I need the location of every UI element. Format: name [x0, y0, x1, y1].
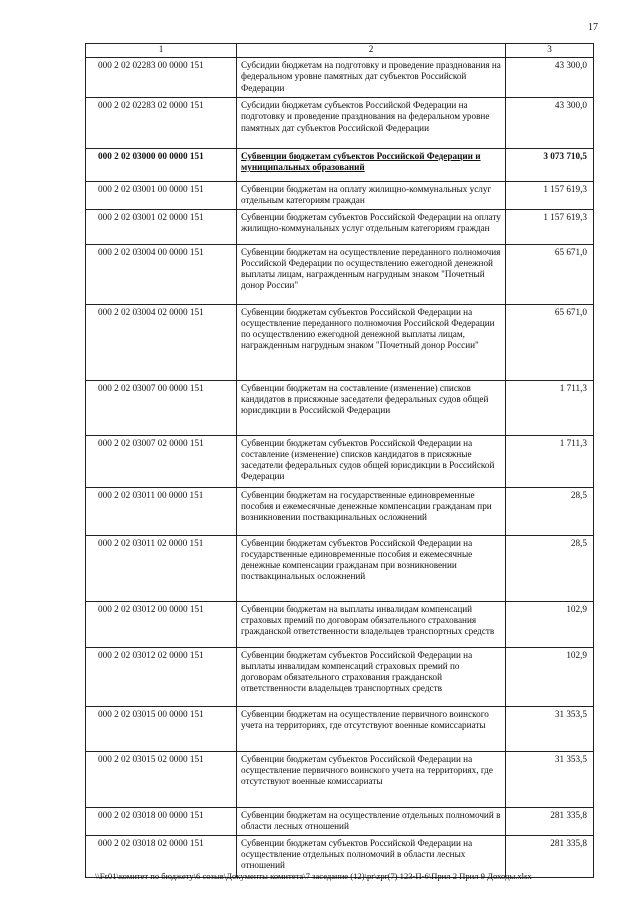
- row-description: Субвенции бюджетам субъектов Российской Федерации на осуществление переданного полномочия Российской Федерации по осуществлению ежегодной денежной выплаты лицам, награжденным нагрудным знаком "Почетный донор России": [237, 304, 506, 380]
- table-row: [86, 601, 594, 647]
- row-description: Субвенции бюджетам субъектов Российской Федерации на оплату жилищно-коммунальных услуг отдельным категориям граждан: [237, 209, 506, 244]
- header-col-3: 3: [506, 44, 594, 58]
- row-code: 000 2 02 03004 00 0000 151: [86, 244, 237, 304]
- row-code: 000 2 02 03000 00 0000 151: [86, 149, 237, 182]
- row-amount: 1 711,3: [506, 435, 594, 487]
- page-number: 17: [588, 22, 598, 33]
- row-description: Субвенции бюджетам на осуществление отдельных полномочий в области лесных отношений: [237, 807, 506, 835]
- header-col-2: 2: [237, 44, 506, 58]
- row-code: 000 2 02 03007 00 0000 151: [86, 380, 237, 435]
- table-row: [86, 98, 594, 149]
- row-description: Субвенции бюджетам субъектов Российской Федерации на составление (изменение) списков кандидатов в присяжные заседатели федеральных судов общей юрисдикции в Российской Федерации: [237, 435, 506, 487]
- row-description: Субвенции бюджетам субъектов Российской Федерации на выплаты инвалидам компенсаций страховых премий по договорам обязательного страхования гражданской ответственности владельцев транспортных средств: [237, 647, 506, 706]
- row-code: 000 2 02 02283 00 0000 151: [86, 58, 237, 98]
- row-code: 000 2 02 03015 02 0000 151: [86, 751, 237, 807]
- row-description: Субвенции бюджетам субъектов Российской Федерации и муниципальных образований: [237, 149, 506, 182]
- row-description: Субвенции бюджетам на составление (изменение) списков кандидатов в присяжные заседатели федеральных судов общей юрисдикции в Российской Федерации: [237, 380, 506, 435]
- table-row: [86, 244, 594, 304]
- table-row: [86, 435, 594, 487]
- row-code: 000 2 02 03012 02 0000 151: [86, 647, 237, 706]
- row-code: 000 2 02 02283 02 0000 151: [86, 98, 237, 149]
- row-amount: 102,9: [506, 601, 594, 647]
- row-amount: 28,5: [506, 535, 594, 601]
- table-row: [86, 751, 594, 807]
- table-row: [86, 149, 594, 182]
- row-description: Субвенции бюджетам субъектов Российской Федерации на осуществление отдельных полномочий в области лесных отношений: [237, 835, 506, 877]
- row-amount: 102,9: [506, 647, 594, 706]
- table-row: [86, 807, 594, 835]
- row-code: 000 2 02 03018 00 0000 151: [86, 807, 237, 835]
- row-code: 000 2 02 03004 02 0000 151: [86, 304, 237, 380]
- row-amount: 1 157 619,3: [506, 209, 594, 244]
- table-row: [86, 535, 594, 601]
- row-amount: 65 671,0: [506, 304, 594, 380]
- row-code: 000 2 02 03012 00 0000 151: [86, 601, 237, 647]
- table-header-row: [86, 44, 594, 58]
- table-row: [86, 58, 594, 98]
- row-description: Субвенции бюджетам на выплаты инвалидам компенсаций страховых премий по договорам обязательного страхования гражданской ответственности владельцев транспортных средств: [237, 601, 506, 647]
- row-code: 000 2 02 03018 02 0000 151: [86, 835, 237, 877]
- footer-file-path: \\Fs01\комитет по бюджету\6 созыв\Документы комитета\7 заседание (12)\pr\zpr(7) 123-П-6\Прил 2 Прил 9 Доходы.xlsx: [95, 871, 532, 881]
- row-code: 000 2 02 03015 00 0000 151: [86, 706, 237, 751]
- table-row: [86, 487, 594, 535]
- table-row: [86, 647, 594, 706]
- row-amount: 65 671,0: [506, 244, 594, 304]
- table-row: [86, 182, 594, 210]
- table-row: [86, 706, 594, 751]
- row-amount: 43 300,0: [506, 58, 594, 98]
- row-amount: 31 353,5: [506, 751, 594, 807]
- row-description: Субвенции бюджетам на государственные единовременные пособия и ежемесячные денежные компенсации гражданам при возникновении поствакцинальных осложнений: [237, 487, 506, 535]
- row-description: Субвенции бюджетам на оплату жилищно-коммунальных услуг отдельным категориям граждан: [237, 182, 506, 210]
- row-code: 000 2 02 03011 02 0000 151: [86, 535, 237, 601]
- row-description: Субвенции бюджетам субъектов Российской Федерации на государственные единовременные пособия и ежемесячные денежные компенсации гражданам при возникновении поствакцинальных осложнений: [237, 535, 506, 601]
- row-code: 000 2 02 03011 00 0000 151: [86, 487, 237, 535]
- row-description: Субвенции бюджетам на осуществление переданного полномочия Российской Федерации по осуществлению ежегодной денежной выплаты лицам, награжденным нагрудным знаком "Почетный донор России": [237, 244, 506, 304]
- income-table: [85, 43, 594, 878]
- row-amount: 1 157 619,3: [506, 182, 594, 210]
- row-description: Субсидии бюджетам субъектов Российской Федерации на подготовку и проведение празднования на федеральном уровне памятных дат субъектов Российской Федерации: [237, 98, 506, 149]
- table-row: [86, 209, 594, 244]
- row-code: 000 2 02 03007 02 0000 151: [86, 435, 237, 487]
- table-row: [86, 380, 594, 435]
- row-amount: 281 335,8: [506, 807, 594, 835]
- row-amount: 43 300,0: [506, 98, 594, 149]
- row-amount: 3 073 710,5: [506, 149, 594, 182]
- header-col-1: 1: [86, 44, 237, 58]
- row-amount: 1 711,3: [506, 380, 594, 435]
- row-description: Субсидии бюджетам на подготовку и проведение празднования на федеральном уровне памятных дат субъектов Российской Федерации: [237, 58, 506, 98]
- row-code: 000 2 02 03001 02 0000 151: [86, 209, 237, 244]
- row-amount: 281 335,8: [506, 835, 594, 877]
- row-description: Субвенции бюджетам на осуществление первичного воинского учета на территориях, где отсутствуют военные комиссариаты: [237, 706, 506, 751]
- row-amount: 28,5: [506, 487, 594, 535]
- row-description: Субвенции бюджетам субъектов Российской Федерации на осуществление первичного воинского учета на территориях, где отсутствуют военные комиссариаты: [237, 751, 506, 807]
- table-row: [86, 304, 594, 380]
- row-code: 000 2 02 03001 00 0000 151: [86, 182, 237, 210]
- row-amount: 31 353,5: [506, 706, 594, 751]
